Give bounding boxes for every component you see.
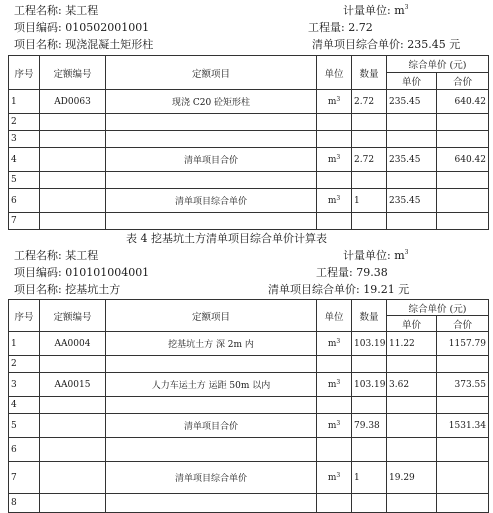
cell-unit-price xyxy=(387,90,437,114)
t3-header-seq: 序号 xyxy=(9,56,40,90)
cell-item xyxy=(106,397,317,414)
cell-unit-price-text: 19.29 xyxy=(389,472,415,483)
t4-header-unit-price: 单价 xyxy=(387,316,437,332)
cell-total xyxy=(437,90,489,114)
table-row xyxy=(9,332,489,356)
cell-unit-text: m xyxy=(327,154,337,165)
cell-seq-text: 7 xyxy=(11,472,17,483)
cell-unit xyxy=(317,213,352,230)
t4-quantity: 工程量: 79.38 xyxy=(316,266,388,279)
cell-item xyxy=(106,494,317,513)
cell-total xyxy=(437,114,489,131)
table-row xyxy=(9,494,489,513)
cell-seq-text: 3 xyxy=(11,134,17,144)
table-row xyxy=(9,189,489,213)
cell-item xyxy=(106,172,317,189)
cell-unit-price-text: 11.22 xyxy=(389,338,415,349)
cell-unit-price-text: 235.45 xyxy=(389,96,421,107)
cell-item xyxy=(106,189,317,213)
cell-item xyxy=(106,90,317,114)
cell-total xyxy=(437,332,489,356)
cell-seq-text: 5 xyxy=(11,420,17,431)
t4-header-qty: 数量 xyxy=(352,300,387,332)
t4-unit-label: 计量单位: m xyxy=(343,249,405,262)
cell-seq-text: 7 xyxy=(11,216,17,226)
cell-unit-text: m xyxy=(327,96,337,107)
t3-header-unit-price: 单价 xyxy=(387,73,437,90)
cell-item xyxy=(106,131,317,148)
t3-quantity: 工程量: 2.72 xyxy=(308,21,373,34)
cell-unit-text: m xyxy=(327,472,337,483)
cell-unit xyxy=(317,356,352,373)
table-row xyxy=(9,397,489,414)
cell-code-text: AA0015 xyxy=(54,379,91,390)
cell-unit xyxy=(317,131,352,148)
t3-composite-price: 清单项目综合单价: 235.45 元 xyxy=(312,38,461,51)
t3-unit-label: 计量单位: m xyxy=(343,4,405,17)
cell-unit-price xyxy=(387,131,437,148)
cell-code-text: AD0063 xyxy=(54,96,91,107)
cell-qty xyxy=(352,114,387,131)
cell-total-text: 640.42 xyxy=(454,96,486,107)
cell-item-text: 清单项目合价 xyxy=(183,156,238,166)
cell-qty-text: 2.72 xyxy=(354,96,375,107)
table-row xyxy=(9,356,489,373)
cell-qty-text: 1 xyxy=(354,195,360,206)
cell-total-text: 640.42 xyxy=(454,154,486,165)
table-row xyxy=(9,148,489,172)
t4-header-unit: 单位 xyxy=(317,300,352,332)
cell-total-text: 1157.79 xyxy=(448,338,486,349)
cell-unit-price-text: 3.62 xyxy=(389,379,410,390)
cell-code xyxy=(40,373,106,397)
cell-qty-text: 103.19 xyxy=(354,338,386,349)
cell-unit-sup: 3 xyxy=(336,419,341,427)
cell-qty xyxy=(352,332,387,356)
cell-item xyxy=(106,213,317,230)
cell-seq-text: 5 xyxy=(11,175,17,185)
cell-unit-text: m xyxy=(327,420,337,431)
cell-qty xyxy=(352,494,387,513)
cell-qty-text: 103.19 xyxy=(354,379,386,390)
cell-seq-text: 1 xyxy=(11,338,17,349)
cell-total xyxy=(437,414,489,438)
cell-unit xyxy=(317,114,352,131)
table-row xyxy=(9,131,489,148)
table-row xyxy=(9,90,489,114)
cell-code xyxy=(40,213,106,230)
cell-unit-price xyxy=(387,494,437,513)
cell-item xyxy=(106,438,317,462)
cell-code xyxy=(40,189,106,213)
cell-seq xyxy=(9,414,40,438)
cell-item xyxy=(106,462,317,494)
cell-item-text: 人力车运土方 运距 50m 以内 xyxy=(151,381,271,391)
cell-item-text: 清单项目综合单价 xyxy=(174,474,247,484)
cell-qty xyxy=(352,189,387,213)
cell-qty-text: 1 xyxy=(354,472,360,483)
table-row xyxy=(9,213,489,230)
cell-seq-text: 2 xyxy=(11,359,17,369)
cell-seq xyxy=(9,397,40,414)
cell-item xyxy=(106,332,317,356)
cell-seq xyxy=(9,90,40,114)
cell-unit-price xyxy=(387,414,437,438)
t4-header-composite: 综合单价 (元) xyxy=(387,300,489,316)
cell-qty-text: 79.38 xyxy=(354,420,380,431)
cell-item xyxy=(106,148,317,172)
cell-unit-price xyxy=(387,213,437,230)
cell-item-text: 挖基坑土方 深 2m 内 xyxy=(168,340,254,350)
t3-unit-sup: 3 xyxy=(404,4,409,11)
cell-unit-sup: 3 xyxy=(336,337,341,345)
cell-seq xyxy=(9,189,40,213)
cell-seq-text: 6 xyxy=(11,195,17,206)
cell-seq xyxy=(9,438,40,462)
cell-total xyxy=(437,131,489,148)
cell-qty xyxy=(352,373,387,397)
t3-header-code: 定额编号 xyxy=(40,56,106,90)
t3-header-item: 定额项目 xyxy=(106,56,317,90)
cell-seq xyxy=(9,462,40,494)
table-4 xyxy=(8,299,489,513)
table-row xyxy=(9,414,489,438)
cell-seq xyxy=(9,172,40,189)
cell-seq-text: 8 xyxy=(11,498,17,508)
cell-unit-price xyxy=(387,114,437,131)
cell-seq-text: 3 xyxy=(11,379,17,390)
cell-seq xyxy=(9,356,40,373)
cell-code xyxy=(40,438,106,462)
t4-project-name: 工程名称: 某工程 xyxy=(14,249,99,262)
table-row xyxy=(9,462,489,494)
cell-unit-price xyxy=(387,189,437,213)
cell-item xyxy=(106,356,317,373)
cell-qty xyxy=(352,172,387,189)
cell-item-text: 现浇 C20 砼矩形柱 xyxy=(171,98,251,108)
cell-code xyxy=(40,114,106,131)
cell-qty xyxy=(352,414,387,438)
cell-unit-sup: 3 xyxy=(336,153,341,161)
t3-project-item-name: 项目名称: 现浇混凝土矩形柱 xyxy=(14,38,154,51)
cell-unit-text: m xyxy=(327,338,337,349)
table-row xyxy=(9,438,489,462)
cell-code xyxy=(40,356,106,373)
t3-header-total: 合价 xyxy=(437,73,489,90)
cell-total xyxy=(437,462,489,494)
table-row xyxy=(9,114,489,131)
cell-total xyxy=(437,397,489,414)
cell-code xyxy=(40,148,106,172)
cell-unit-sup: 3 xyxy=(336,194,341,202)
t4-unit-sup: 3 xyxy=(404,249,409,256)
cell-total xyxy=(437,189,489,213)
cell-unit-price-text: 235.45 xyxy=(389,195,421,206)
t4-unit xyxy=(343,250,408,262)
cell-unit-price-text: 235.45 xyxy=(389,154,421,165)
cell-total xyxy=(437,356,489,373)
cell-unit xyxy=(317,189,352,213)
cell-unit xyxy=(317,438,352,462)
cell-unit xyxy=(317,462,352,494)
t3-project-name: 工程名称: 某工程 xyxy=(14,4,99,17)
cell-seq xyxy=(9,114,40,131)
t3-project-code: 项目编码: 010502001001 xyxy=(14,21,150,34)
cell-qty xyxy=(352,462,387,494)
t4-composite-price: 清单项目综合单价: 19.21 元 xyxy=(268,283,410,296)
t3-header-qty: 数量 xyxy=(352,56,387,90)
cell-code xyxy=(40,332,106,356)
cell-total xyxy=(437,438,489,462)
cell-seq xyxy=(9,494,40,513)
cell-item xyxy=(106,114,317,131)
t3-header-composite: 综合单价 (元) xyxy=(387,56,489,73)
cell-unit xyxy=(317,397,352,414)
cell-unit-text: m xyxy=(327,195,337,206)
t4-project-code: 项目编码: 010101004001 xyxy=(14,266,150,279)
t4-header-code: 定额编号 xyxy=(40,300,106,332)
cell-total xyxy=(437,373,489,397)
cell-unit-price xyxy=(387,356,437,373)
cell-item xyxy=(106,373,317,397)
cell-unit-price xyxy=(387,438,437,462)
cell-item-text: 清单项目综合单价 xyxy=(174,197,247,207)
cell-total-text: 373.55 xyxy=(454,379,486,390)
cell-unit xyxy=(317,90,352,114)
cell-unit xyxy=(317,414,352,438)
cell-unit xyxy=(317,494,352,513)
cell-code-text: AA0004 xyxy=(54,338,91,349)
cell-seq xyxy=(9,332,40,356)
cell-seq-text: 6 xyxy=(11,444,17,455)
cell-qty xyxy=(352,131,387,148)
cell-total xyxy=(437,148,489,172)
cell-unit-sup: 3 xyxy=(336,378,341,386)
cell-unit-sup: 3 xyxy=(336,471,341,479)
cell-unit-sup: 3 xyxy=(336,95,341,103)
t3-header-unit: 单位 xyxy=(317,56,352,90)
cell-qty xyxy=(352,438,387,462)
cell-unit-price xyxy=(387,462,437,494)
cell-total xyxy=(437,213,489,230)
cell-unit-price xyxy=(387,397,437,414)
cell-qty xyxy=(352,148,387,172)
cell-unit xyxy=(317,172,352,189)
t4-header-item: 定额项目 xyxy=(106,300,317,332)
cell-code xyxy=(40,131,106,148)
table-row xyxy=(9,373,489,397)
table-3 xyxy=(8,55,489,230)
cell-unit xyxy=(317,148,352,172)
cell-unit xyxy=(317,373,352,397)
t4-header-seq: 序号 xyxy=(9,300,40,332)
cell-seq xyxy=(9,148,40,172)
cell-unit-price xyxy=(387,373,437,397)
cell-total xyxy=(437,172,489,189)
t4-header-total: 合价 xyxy=(437,316,489,332)
cell-seq xyxy=(9,373,40,397)
cell-item xyxy=(106,414,317,438)
t3-unit xyxy=(343,5,408,17)
cell-total xyxy=(437,494,489,513)
cell-qty xyxy=(352,356,387,373)
cell-code xyxy=(40,172,106,189)
cell-seq-text: 4 xyxy=(11,154,17,165)
cell-code xyxy=(40,397,106,414)
cell-code xyxy=(40,90,106,114)
cell-seq xyxy=(9,131,40,148)
cell-unit-price xyxy=(387,332,437,356)
cell-unit-price xyxy=(387,172,437,189)
cell-seq-text: 2 xyxy=(11,117,17,127)
cell-item-text: 清单项目合价 xyxy=(183,422,238,432)
cell-qty-text: 2.72 xyxy=(354,154,375,165)
cell-qty xyxy=(352,213,387,230)
cell-unit-price xyxy=(387,148,437,172)
cell-seq-text: 1 xyxy=(11,96,17,107)
cell-seq xyxy=(9,213,40,230)
cell-total-text: 1531.34 xyxy=(448,420,486,431)
cell-seq-text: 4 xyxy=(11,400,17,410)
cell-unit-text: m xyxy=(327,379,337,390)
cell-code xyxy=(40,494,106,513)
cell-qty xyxy=(352,397,387,414)
t4-caption: 表 4 挖基坑土方清单项目综合单价计算表 xyxy=(126,232,327,245)
cell-qty xyxy=(352,90,387,114)
t4-project-item-name: 项目名称: 挖基坑土方 xyxy=(14,283,121,296)
cell-code xyxy=(40,414,106,438)
table-row xyxy=(9,172,489,189)
cell-code xyxy=(40,462,106,494)
cell-unit xyxy=(317,332,352,356)
